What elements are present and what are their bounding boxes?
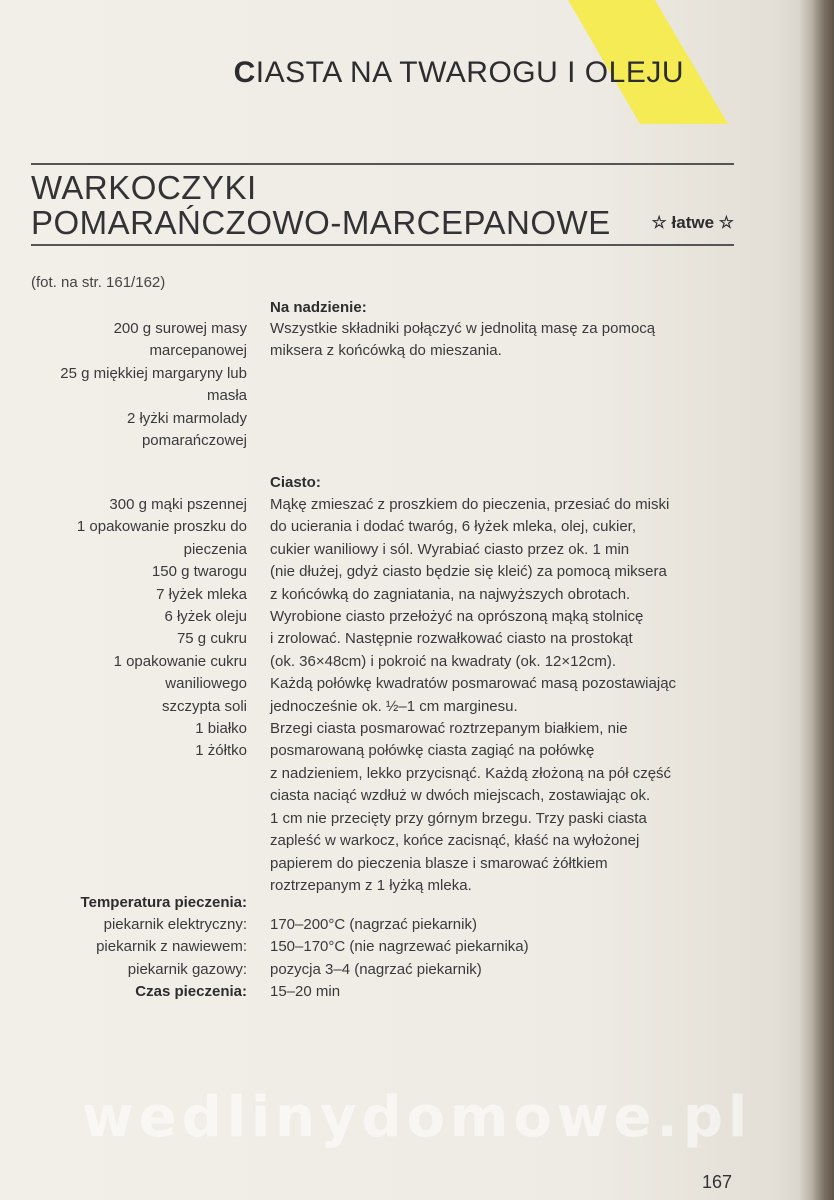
dough-ingredient: 300 g mąki pszennej xyxy=(109,496,247,513)
filling-ingredients-list xyxy=(60,318,247,452)
dough-ingredient: waniliowego xyxy=(165,675,247,693)
instruction-line: Wyrobione ciasto przełożyć na oprószoną mąką stolnicę xyxy=(270,608,644,626)
instruction-line: Wszystkie składniki połączyć w jednolitą masę za pomocą xyxy=(270,320,656,337)
fan-oven-label: piekarnik z nawiewem: xyxy=(96,938,247,956)
fan-oven-value: 150–170°C (nie nagrzewać piekarnika) xyxy=(270,938,529,956)
dough-instructions xyxy=(270,494,740,897)
dough-ingredient: 1 opakowanie proszku do xyxy=(76,518,247,536)
photo-reference: (fot. na str. 161/162) xyxy=(31,274,166,291)
instruction-line: posmarowaną połówkę ciasta zagiąć na połówkę xyxy=(270,742,595,760)
dough-ingredient: 150 g twarogu xyxy=(151,563,247,581)
instruction-line: jednocześnie ok. ½–1 cm marginesu. xyxy=(270,697,518,715)
title-top-rule xyxy=(31,163,734,165)
instruction-line: 1 cm nie przecięty przy górnym brzegu. Trzy paski ciasta xyxy=(270,809,647,827)
dough-ingredient: szczypta soli xyxy=(161,697,247,715)
baking-labels xyxy=(96,914,247,1004)
filling-heading: Na nadzienie: xyxy=(270,299,367,316)
instruction-line: papierem do pieczenia blasze i smarować żółtkiem xyxy=(270,854,608,872)
chapter-title-rest: IASTA NA TWAROGU I OLEJU xyxy=(255,56,684,89)
chapter-title xyxy=(234,56,684,90)
dough-ingredients-list xyxy=(77,494,247,763)
instruction-line: roztrzepanym z 1 łyżką mleka. xyxy=(270,876,472,894)
baking-time-label: Czas pieczenia: xyxy=(135,983,247,1001)
filling-ingredient: 200 g surowej masy xyxy=(113,320,247,337)
dough-ingredient: 1 opakowanie cukru xyxy=(113,652,247,670)
gas-oven-value: pozycja 3–4 (nagrzać piekarnik) xyxy=(270,960,482,978)
instruction-line: do ucierania i dodać twaróg, 6 łyżek mleka, olej, cukier, xyxy=(270,518,637,536)
electric-oven-value: 170–200°C (nagrzać piekarnik) xyxy=(270,916,477,933)
dough-ingredient: 6 łyżek oleju xyxy=(164,608,247,626)
baking-time-value: 15–20 min xyxy=(270,983,341,1001)
page-number: 167 xyxy=(701,1172,732,1192)
electric-oven-label: piekarnik elektryczny: xyxy=(103,916,247,933)
instruction-line: (ok. 36×48cm) i pokroić na kwadraty (ok. 12×12cm). xyxy=(270,652,616,670)
filling-ingredient: pomarańczowej xyxy=(141,432,247,450)
instruction-line: zapleść w warkocz, końce zacisnąć, kłaść na wyłożonej xyxy=(270,832,640,850)
watermark: wedlinydomowe.pl xyxy=(81,1085,753,1150)
instruction-line: i zrolować. Następnie rozwałkować ciasto na prostokąt xyxy=(270,630,633,648)
baking-values xyxy=(270,914,740,1004)
instruction-line: z nadzieniem, lekko przycisnąć. Każdą złożoną na pół część xyxy=(270,764,672,782)
dough-ingredient: 75 g cukru xyxy=(176,630,247,648)
chapter-title-initial: C xyxy=(233,56,256,89)
title-bottom-rule xyxy=(31,244,734,246)
instruction-line: miksera z końcówką do mieszania. xyxy=(270,342,502,360)
instruction-line: ciasta naciąć wzdłuż w dwóch miejscach, zostawiając ok. xyxy=(270,787,651,805)
filling-ingredient: 2 łyżki marmolady xyxy=(126,409,247,427)
instruction-line: Każdą połówkę kwadratów posmarować masą pozostawiając xyxy=(270,675,677,693)
dough-heading: Ciasto: xyxy=(270,474,321,491)
filling-ingredient: marcepanowej xyxy=(149,342,247,360)
dough-ingredient: 1 żółtko xyxy=(195,742,247,760)
filling-instructions xyxy=(270,318,740,363)
instruction-line: (nie dłużej, gdyż ciasto będzie się kleić) za pomocą miksera xyxy=(270,563,667,581)
difficulty-badge: ☆ łatwe ☆ xyxy=(651,213,734,232)
dough-ingredient: 7 łyżek mleka xyxy=(156,585,247,603)
instruction-line: cukier waniliowy i sól. Wyrabiać ciasto przez ok. 1 min xyxy=(270,540,630,558)
baking-temperature-heading: Temperatura pieczenia: xyxy=(80,894,247,911)
filling-ingredient: masła xyxy=(206,387,247,405)
instruction-line: Mąkę zmieszać z proszkiem do pieczenia, przesiać do miski xyxy=(270,496,670,513)
book-spine xyxy=(800,0,834,1200)
instruction-line: Brzegi ciasta posmarować roztrzepanym białkiem, nie xyxy=(270,720,628,738)
filling-ingredient: 25 g miękkiej margaryny lub xyxy=(60,364,247,382)
dough-ingredient: 1 białko xyxy=(195,720,247,738)
instruction-line: z końcówką do zagniatania, na najwyższych obrotach. xyxy=(270,585,631,603)
recipe-title-line1: WARKOCZYKI xyxy=(31,169,257,206)
dough-ingredient: pieczenia xyxy=(183,540,247,558)
recipe-title-line2: POMARAŃCZOWO-MARCEPANOWE xyxy=(31,204,611,241)
gas-oven-label: piekarnik gazowy: xyxy=(127,960,247,978)
